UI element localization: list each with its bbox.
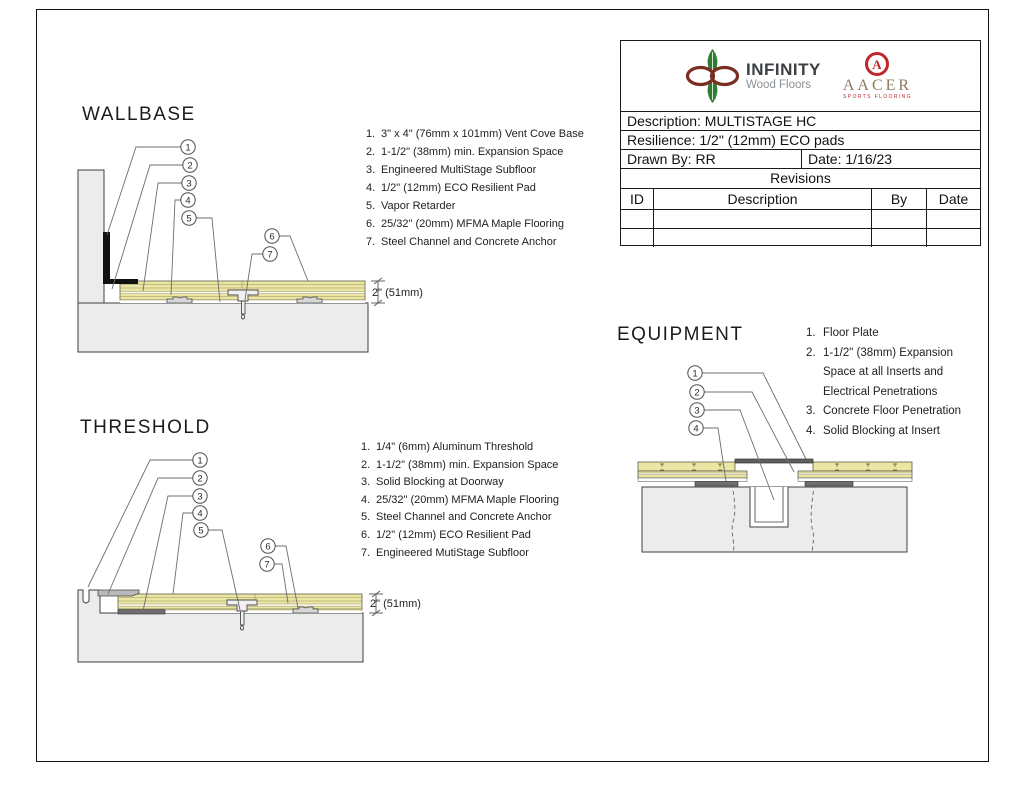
callout-2: [183, 158, 197, 172]
title-block-description: Description: MULTISTAGE HC: [621, 111, 980, 130]
infinity-logo-name: INFINITY: [746, 59, 821, 79]
aacer-logo-name: AACER: [842, 77, 913, 94]
wallbase-dimension-label: 2" (51mm): [372, 287, 423, 299]
infinity-logo-icon: [685, 48, 740, 104]
revisions-empty-row: [621, 228, 980, 247]
title-block-logo-row: [621, 41, 980, 111]
wallbase-vent-cove-base: [103, 232, 138, 284]
infinity-logo-subtitle: Wood Floors: [746, 78, 811, 91]
equipment-legend: [806, 324, 984, 441]
title-block: [620, 40, 981, 246]
svg-text:A: A: [872, 57, 883, 72]
svg-text:5: 5: [186, 213, 192, 225]
legend-item: 2. 1-1/2" (38mm) Expansion Space at all Inserts and Electrical Penetrations: [806, 346, 953, 398]
wallbase-callouts: [181, 140, 279, 261]
equipment-floor-penetration: [750, 487, 788, 527]
callout-6: [261, 539, 275, 553]
threshold-solid-blocking: [118, 610, 165, 615]
svg-text:5: 5: [198, 525, 204, 537]
svg-text:7: 7: [264, 559, 270, 571]
wallbase-concrete-slab: [78, 303, 368, 352]
wallbase-legend: [366, 125, 611, 251]
callout-1: [688, 366, 702, 380]
callout-3: [690, 403, 704, 417]
legend-item: 3. Engineered MultiStage Subfloor: [366, 164, 537, 176]
revisions-col-id: ID: [630, 190, 644, 207]
threshold-callouts: [193, 453, 275, 571]
threshold-aluminum-plate: [98, 590, 139, 596]
wallbase-leader-lines: [107, 147, 308, 302]
equipment-solid-blocking-left: [695, 482, 738, 487]
callout-2: [193, 471, 207, 485]
equipment-callouts: [688, 366, 704, 435]
legend-item: 6. 25/32" (20mm) MFMA Maple Flooring: [366, 218, 565, 230]
svg-text:2: 2: [197, 473, 203, 485]
wallbase-dimension: [371, 278, 423, 306]
legend-item: 4. Solid Blocking at Insert: [806, 424, 940, 437]
legend-item: 1. 3" x 4" (76mm x 101mm) Vent Cove Base: [366, 128, 584, 140]
title-block-drawn-date-row: [621, 149, 980, 168]
legend-item: 2. 1-1/2" (38mm) min. Expansion Space: [366, 146, 564, 158]
callout-4: [689, 421, 703, 435]
aacer-logo: [843, 51, 912, 101]
wallbase-wall: [78, 170, 104, 303]
callout-7: [263, 247, 277, 261]
title-block-date: Date: 1/16/23: [801, 150, 980, 168]
svg-text:4: 4: [185, 195, 191, 207]
threshold-leader-lines: [88, 460, 298, 611]
equipment-title: EQUIPMENT: [617, 324, 744, 345]
callout-6: [265, 229, 279, 243]
title-block-drawn-by: Drawn By: RR: [627, 151, 716, 167]
svg-text:2: 2: [187, 160, 193, 172]
callout-5: [182, 211, 196, 225]
callout-1: [193, 453, 207, 467]
svg-text:7: 7: [267, 249, 273, 261]
threshold-title: THRESHOLD: [80, 417, 211, 438]
infinity-logo-text: [746, 61, 821, 92]
title-block-revisions-title: Revisions: [621, 168, 980, 188]
svg-text:6: 6: [269, 231, 275, 243]
revisions-col-date: Date: [926, 189, 980, 209]
revisions-col-description: Description: [653, 189, 871, 209]
callout-4: [181, 193, 195, 207]
equipment-floor-right: [798, 462, 912, 482]
aacer-logo-emblem: [864, 51, 890, 77]
callout-4: [193, 506, 207, 520]
threshold-legend: [361, 439, 606, 562]
wallbase-title: WALLBASE: [82, 104, 196, 125]
callout-2: [690, 385, 704, 399]
legend-item: 4. 25/32" (20mm) MFMA Maple Flooring: [361, 493, 560, 506]
legend-item: 2. 1-1/2" (38mm) min. Expansion Space: [361, 458, 559, 471]
equipment-solid-blocking-right: [805, 482, 853, 487]
threshold-dimension-label: 2" (51mm): [370, 598, 421, 610]
svg-text:4: 4: [197, 508, 203, 520]
svg-text:3: 3: [694, 405, 700, 417]
svg-text:3: 3: [197, 491, 203, 503]
callout-3: [193, 489, 207, 503]
equipment-floor-plate: [735, 459, 813, 463]
legend-item: 5. Steel Channel and Concrete Anchor: [361, 511, 552, 524]
legend-item: 5. Vapor Retarder: [366, 200, 456, 212]
svg-text:3: 3: [186, 178, 192, 190]
legend-item: 7. Engineered MutiStage Subfloor: [361, 546, 529, 559]
svg-text:1: 1: [197, 455, 203, 467]
aacer-logo-subtitle: SPORTS FLOORING: [842, 94, 912, 100]
legend-item: 7. Steel Channel and Concrete Anchor: [366, 236, 557, 248]
callout-7: [260, 557, 274, 571]
legend-item: 1. Floor Plate: [806, 327, 879, 339]
revisions-empty-row: [621, 209, 980, 228]
svg-text:2: 2: [694, 387, 700, 399]
title-block-resilience: Resilience: 1/2" (12mm) ECO pads: [621, 130, 980, 149]
svg-text:1: 1: [185, 142, 191, 154]
callout-5: [194, 523, 208, 537]
legend-item: 1. 1/4" (6mm) Aluminum Threshold: [361, 441, 534, 453]
revisions-header-row: [621, 188, 980, 209]
callout-3: [182, 176, 196, 190]
legend-item: 4. 1/2" (12mm) ECO Resilient Pad: [366, 182, 536, 194]
legend-item: 6. 1/2" (12mm) ECO Resilient Pad: [361, 528, 531, 541]
svg-text:4: 4: [693, 423, 699, 435]
svg-text:1: 1: [692, 368, 698, 380]
threshold-dimension: [369, 591, 421, 616]
callout-1: [181, 140, 195, 154]
svg-text:6: 6: [265, 541, 271, 553]
revisions-col-by: By: [871, 189, 926, 209]
legend-item: 3. Solid Blocking at Doorway: [361, 476, 504, 489]
legend-item: 3. Concrete Floor Penetration: [806, 405, 962, 417]
equipment-floor-left: [638, 462, 747, 482]
